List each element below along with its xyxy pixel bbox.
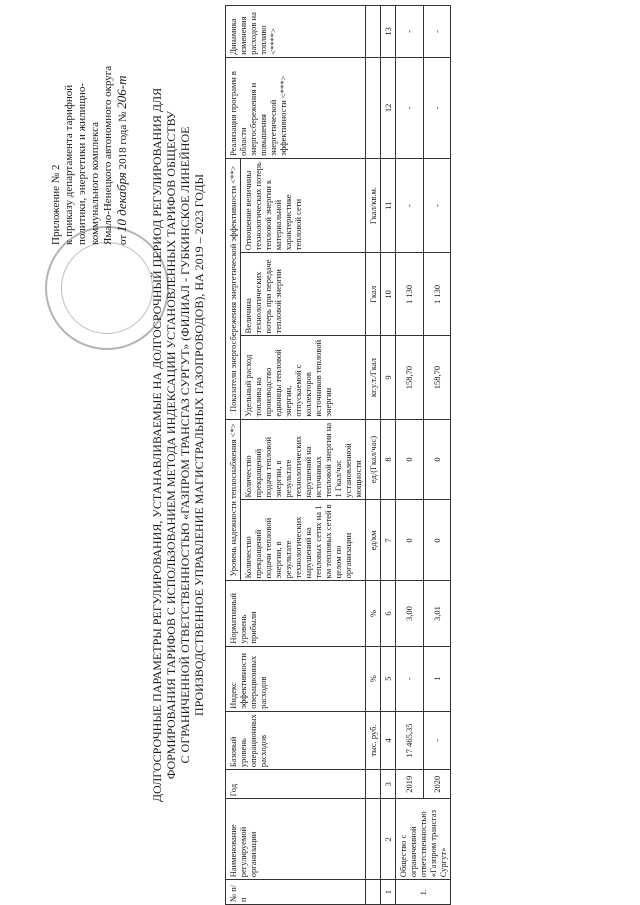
- unit-cell: [366, 770, 381, 799]
- unit-cell: [366, 880, 381, 905]
- unit-cell: [366, 6, 381, 58]
- column-number: 10: [381, 253, 396, 336]
- organization-name: Общество с ограниченной ответственностью «Газпром трансгаз Сургут»: [396, 799, 451, 880]
- header-base: Базовый уровень операционных расходов: [226, 711, 366, 769]
- units-row: [366, 6, 381, 905]
- energy-3-cell: -: [423, 158, 451, 252]
- appendix-line: коммунального комплекса: [89, 121, 101, 245]
- column-number: 12: [381, 57, 396, 158]
- document-title: [150, 65, 206, 825]
- column-number: 13: [381, 6, 396, 58]
- column-number: 7: [381, 500, 396, 581]
- title-line: ДОЛГОСРОЧНЫЕ ПАРАМЕТРЫ РЕГУЛИРОВАНИЯ, УСТАНАВЛИВАЕМЫЕ НА ДОЛГОСРОЧНЫЙ ПЕРИОД РЕГУЛИРОВАНИЯ ДЛЯ: [150, 87, 164, 803]
- unit-cell: [366, 799, 381, 880]
- index-cell: -: [396, 646, 424, 711]
- column-number: 6: [381, 581, 396, 646]
- title-line: С ОГРАНИЧЕННОЙ ОТВЕТСТВЕННОСТЬЮ «ГАЗПРОМ ТРАНСГАЗ СУРГУТ» (ФИЛИАЛ - ГУБКИНСКОЕ ЛИНЕЙНОЕ: [178, 126, 192, 764]
- parameters-table: [225, 5, 451, 905]
- order-number: 206-т: [114, 75, 129, 109]
- row-number: 1.: [396, 880, 451, 905]
- program-cell: -: [396, 57, 424, 158]
- column-number: 4: [381, 711, 396, 769]
- base-cell: -: [423, 711, 451, 769]
- appendix-block: [50, 0, 130, 245]
- unit-cell: Гкал/кв.м.: [366, 158, 381, 252]
- column-number-row: [381, 6, 396, 905]
- unit-cell: [366, 57, 381, 158]
- date-day: 10 декабря: [114, 172, 129, 233]
- date-prefix: от: [117, 234, 129, 245]
- norm-cell: 3,01: [423, 581, 451, 646]
- unit-cell: кг.у.т./Гкал: [366, 336, 381, 419]
- program-cell: -: [423, 57, 451, 158]
- unit-cell: ед/(Гкал/час): [366, 419, 381, 500]
- energy-1-cell: 158,70: [396, 336, 424, 419]
- base-cell: 17 465,35: [396, 711, 424, 769]
- column-number: 2: [381, 799, 396, 880]
- header-energy: Показатели энергосбережения энергетической эффективности <**>: [226, 158, 241, 419]
- energy-3-cell: -: [396, 158, 424, 252]
- header-norm: Нормативный уровень прибыли: [226, 581, 366, 646]
- header-name: Наименование регулируемой организации: [226, 799, 366, 880]
- header-num: № п/п: [226, 880, 366, 905]
- header-program: Реализация программ в области энергосбережения и повышения энергетической эффективности <***>: [226, 57, 366, 158]
- title-line: ПРОИЗВОДСТВЕННОЕ УПРАВЛЕНИЕ МАГИСТРАЛЬНЫХ ГАЗОПРОВОДОВ), НА 2019 – 2023 ГОДЫ: [192, 173, 206, 717]
- table-row: [423, 6, 451, 905]
- subheader-energy-2: Величина технологических потерь при передаче тепловой энергии: [241, 253, 366, 336]
- subheader-energy-1: Удельный расход топлива на производство единицы тепловой энергии, отпускаемой с коллекторов источников тепловой энергии: [241, 336, 366, 419]
- subheader-reliability-2: Количество прекращений подачи тепловой энергии, в результате технологических нарушений на источниках тепловой энергии на 1 Гкал/час установленной мощности: [241, 419, 366, 500]
- appendix-line: к приказу департамента тарифной: [63, 84, 75, 245]
- year-cell: 2020: [423, 770, 451, 799]
- column-number: 3: [381, 770, 396, 799]
- header-reliability: Уровень надежности теплоснабжения <*>: [226, 419, 241, 581]
- title-line: ФОРМИРОВАНИЯ ТАРИФОВ С ИСПОЛЬЗОВАНИЕМ МЕТОДА ИНДЕКСАЦИИ УСТАНОВЛЕННЫХ ТАРИФОВ ОБЩЕСТВУ: [164, 110, 178, 780]
- index-cell: 1: [423, 646, 451, 711]
- reliability-2-cell: 0: [423, 419, 451, 500]
- dynamics-cell: -: [396, 6, 424, 58]
- dynamics-cell: -: [423, 6, 451, 58]
- energy-2-cell: 1 130: [396, 253, 424, 336]
- subheader-energy-3: Отношение величины технологических потерь тепловой энергии к материальной характеристике тепловой сети: [241, 158, 366, 252]
- unit-cell: %: [366, 646, 381, 711]
- reliability-1-cell: 0: [423, 500, 451, 581]
- norm-cell: 3,00: [396, 581, 424, 646]
- reliability-1-cell: 0: [396, 500, 424, 581]
- header-row: [226, 6, 241, 905]
- appendix-line: Приложение № 2: [50, 164, 62, 245]
- energy-2-cell: 1 130: [423, 253, 451, 336]
- header-dynamics: Динамика изменения расходов на топливо <****>: [226, 6, 366, 58]
- reliability-2-cell: 0: [396, 419, 424, 500]
- date-year: 2018 года №: [117, 111, 129, 170]
- column-number: 8: [381, 419, 396, 500]
- appendix-date-line: [115, 0, 130, 245]
- table-row: [396, 6, 424, 905]
- unit-cell: Гкал: [366, 253, 381, 336]
- column-number: 9: [381, 336, 396, 419]
- header-index: Индекс эффективности операционных расходов: [226, 646, 366, 711]
- unit-cell: ед/км: [366, 500, 381, 581]
- appendix-line: политики, энергетики и жилищно-: [76, 83, 88, 245]
- energy-1-cell: 158,70: [423, 336, 451, 419]
- unit-cell: тыс. руб.: [366, 711, 381, 769]
- column-number: 5: [381, 646, 396, 711]
- unit-cell: %: [366, 581, 381, 646]
- year-cell: 2019: [396, 770, 424, 799]
- subheader-reliability-1: Количество прекращений подачи тепловой энергии, в результате технологических нарушений на тепловых сетях на 1 км тепловых сетей в целом по организации: [241, 500, 366, 581]
- column-number: 11: [381, 158, 396, 252]
- header-year: Год: [226, 770, 366, 799]
- appendix-line: Ямало-Ненецкого автономного округа: [102, 65, 114, 245]
- column-number: 1: [381, 880, 396, 905]
